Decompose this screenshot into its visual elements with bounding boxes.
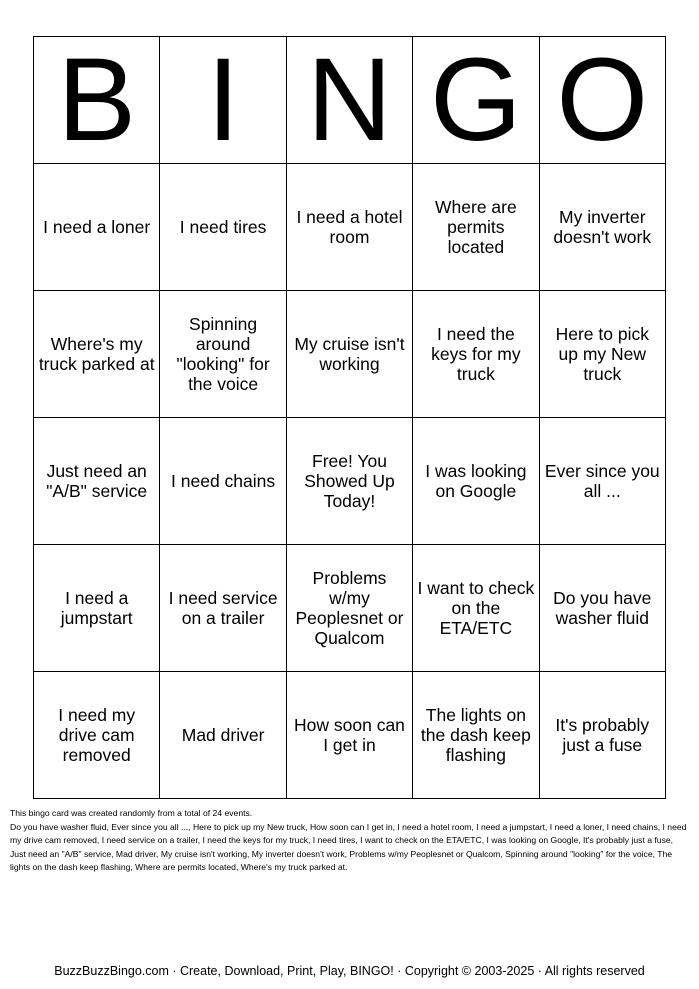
bingo-cell: I need my drive cam removed (34, 672, 160, 799)
bingo-cell: My inverter doesn't work (539, 164, 665, 291)
bingo-cell: I need service on a trailer (160, 545, 286, 672)
header-row (34, 37, 666, 164)
bingo-cell: Spinning around "looking" for the voice (160, 291, 286, 418)
header-letter-o: O (539, 37, 665, 164)
bingo-cell: I need a loner (34, 164, 160, 291)
bingo-cell: I want to check on the ETA/ETC (413, 545, 539, 672)
bingo-cell: Where are permits located (413, 164, 539, 291)
card-row (34, 291, 666, 418)
bingo-cell: I need a hotel room (286, 164, 412, 291)
card-row (34, 672, 666, 799)
bingo-cell: How soon can I get in (286, 672, 412, 799)
bingo-cell: Ever since you all ... (539, 418, 665, 545)
card-row (34, 164, 666, 291)
bingo-cell: Just need an "A/B" service (34, 418, 160, 545)
card-row (34, 418, 666, 545)
card-row (34, 545, 666, 672)
bingo-cell: I was looking on Google (413, 418, 539, 545)
card-footnote (10, 807, 690, 875)
header-letter-n: N (286, 37, 412, 164)
bingo-cell: I need the keys for my truck (413, 291, 539, 418)
footnote-intro: This bingo card was created randomly from a total of 24 events. (10, 808, 253, 818)
bingo-cell: Where's my truck parked at (34, 291, 160, 418)
bingo-cell: Mad driver (160, 672, 286, 799)
bingo-cell: Here to pick up my New truck (539, 291, 665, 418)
bingo-cell: My cruise isn't working (286, 291, 412, 418)
bingo-cell: Do you have washer fluid (539, 545, 665, 672)
footnote-events-list: Do you have washer fluid, Ever since you all ..., Here to pick up my New truck, How soon can I get in, I need a hotel room, I need a jumpstart, I need a loner, I need chains, I need my drive cam removed, I need service on a trailer, I need the keys for my truck, I need tires, I want to check on the ETA/ETC, I was looking on Google, It's probably just a fuse, Just need an "A/B" service, Mad driver, My cruise isn't working, My inverter doesn't work, Problems w/my Peoplesnet or Qualcom, Spinning around "looking" for the voice, The lights on the dash keep flashing, Where are permits located, Where's my truck parked at. (10, 821, 687, 872)
header-letter-i: I (160, 37, 286, 164)
page-footer: BuzzBuzzBingo.com · Create, Download, Print, Play, BINGO! · Copyright © 2003-2025 · All rights reserved (54, 964, 645, 978)
bingo-cell: I need tires (160, 164, 286, 291)
free-space-cell: Free! You Showed Up Today! (286, 418, 412, 545)
bingo-cell: I need chains (160, 418, 286, 545)
bingo-cell: Problems w/my Peoplesnet or Qualcom (286, 545, 412, 672)
bingo-cell: The lights on the dash keep flashing (413, 672, 539, 799)
header-letter-g: G (413, 37, 539, 164)
bingo-card (33, 36, 666, 799)
header-letter-b: B (34, 37, 160, 164)
bingo-cell: I need a jumpstart (34, 545, 160, 672)
bingo-cell: It's probably just a fuse (539, 672, 665, 799)
